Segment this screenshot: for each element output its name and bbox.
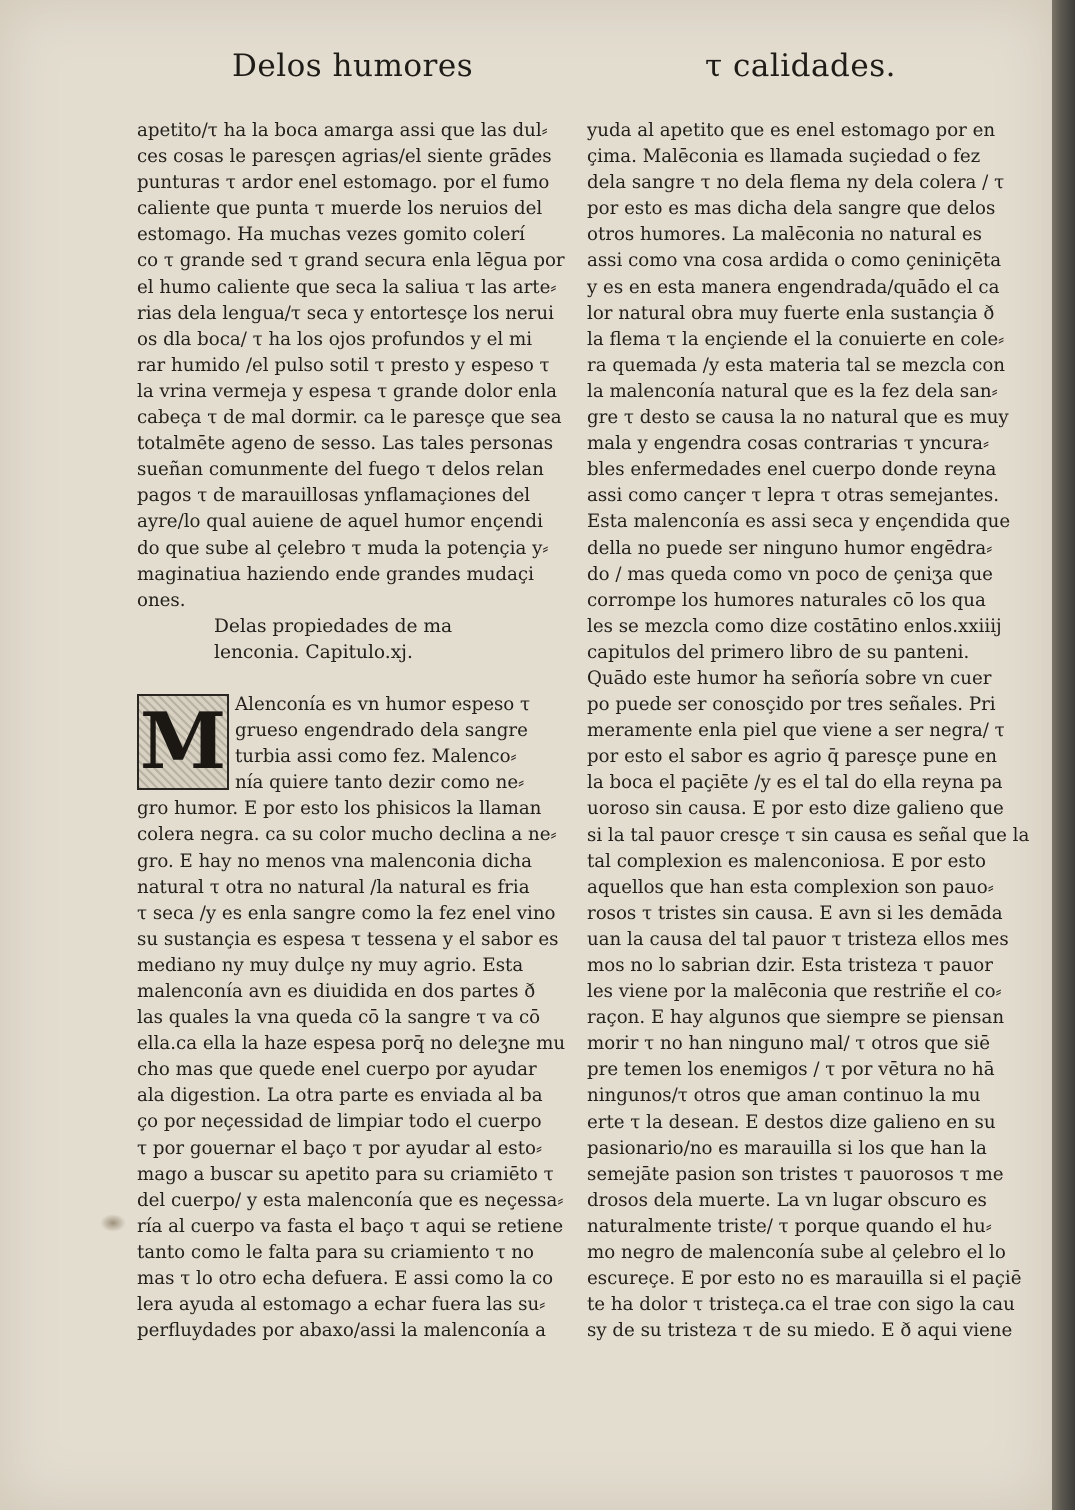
text-line: la vrina vermeja y espesa τ grande dolor enla bbox=[137, 380, 557, 402]
text-line: ella.ca ella la haze espesa porq̄ no deleʒne mu bbox=[137, 1033, 566, 1055]
text-line: y es en esta manera engendrada/quādo el ca bbox=[587, 276, 1000, 298]
text-line: perfluydades por abaxo/assi la malenconía a bbox=[137, 1320, 547, 1342]
text-line: ayre/lo qual auiene de aquel humor ençendi bbox=[137, 511, 543, 533]
text-line: ala digestion. La otra parte es enviada al ba bbox=[137, 1085, 543, 1107]
text-line: escureçe. E por esto no es marauilla si el paçiē bbox=[587, 1268, 1022, 1290]
text-line: corrompe los humores naturales cō los qua bbox=[587, 589, 986, 611]
text-line: la boca el paçiēte /y es el tal do ella reyna pa bbox=[587, 772, 1003, 794]
text-line: yuda al apetito que es enel estomago por en bbox=[587, 120, 996, 141]
left-column-bottom-text bbox=[137, 796, 566, 1344]
initial-letter: M bbox=[139, 695, 227, 787]
text-line: te ha dolor τ tristeça.ca el trae con sigo la cau bbox=[587, 1294, 1015, 1316]
text-line: otros humores. La malēconia no natural es bbox=[587, 224, 982, 246]
text-line: turbia assi como fez. Malenco⸗ bbox=[235, 746, 517, 768]
text-line: totalmēte ageno de sesso. Las tales personas bbox=[137, 433, 554, 455]
text-line: lor natural obra muy fuerte enla sustançia ð bbox=[587, 302, 995, 324]
text-line: erte τ la desean. E destos dize galieno en su bbox=[587, 1111, 996, 1133]
text-line: maginatiua haziendo ende grandes mudaçi bbox=[137, 563, 534, 585]
text-line: ces cosas le paresçen agrias/el siente grādes bbox=[137, 146, 552, 168]
text-line: del cuerpo/ y esta malenconía que es neçessa⸗ bbox=[137, 1189, 564, 1211]
text-line: capitulos del primero libro de su panteni. bbox=[587, 641, 970, 663]
text-line: drosos dela muerte. La vn lugar obscuro es bbox=[587, 1189, 987, 1211]
drop-cap-paragraph bbox=[137, 692, 531, 796]
text-line: mo negro de malenconía sube al çelebro el lo bbox=[587, 1242, 1006, 1264]
text-line: colera negra. ca su color mucho declina a ne⸗ bbox=[137, 824, 557, 846]
text-line: rias dela lengua/τ seca y entortesçe los nerui bbox=[137, 302, 554, 324]
text-line: mago a buscar su apetito para su criamiēto τ bbox=[137, 1163, 554, 1185]
text-line: do que sube al çelebro τ muda la potençia y⸗ bbox=[137, 537, 549, 559]
text-line: les viene por la malēconia que restriñe el co⸗ bbox=[587, 981, 1002, 1003]
text-line: tanto como le falta para su criamiento τ no bbox=[137, 1241, 534, 1263]
text-line: nía quiere tanto dezir como ne⸗ bbox=[235, 772, 525, 794]
text-line: semejāte pasion son tristes τ pauorosos τ me bbox=[587, 1163, 1004, 1185]
text-line: Quādo este humor ha señoría sobre vn cuer bbox=[587, 667, 992, 689]
text-line: por esto el sabor es agrio q̄ paresçe pune en bbox=[587, 746, 997, 768]
text-line: mala y engendra cosas contrarias τ yncura⸗ bbox=[587, 433, 990, 455]
text-line: gro humor. E por esto los phisicos la llaman bbox=[137, 798, 542, 820]
ink-smudge bbox=[100, 1214, 126, 1232]
text-line: assi como vna cosa ardida o como çeniniçēta bbox=[587, 250, 1002, 272]
text-line: ço por neçessidad de limpiar todo el cuerpo bbox=[137, 1111, 542, 1133]
left-column-top-text bbox=[137, 118, 565, 614]
text-line: gre τ desto se causa la no natural que es muy bbox=[587, 407, 1009, 429]
text-line: sueñan comunmente del fuego τ delos relan bbox=[137, 459, 544, 481]
text-line: gro. E hay no menos vna malenconia dicha bbox=[137, 850, 532, 872]
text-line: lenconia. Capitulo.xj. bbox=[214, 641, 413, 663]
text-line: cabeça τ de mal dormir. ca le paresçe que sea bbox=[137, 407, 562, 429]
text-line: pasionario/no es marauilla si los que han la bbox=[587, 1137, 987, 1159]
text-line: por esto es mas dicha dela sangre que delos bbox=[587, 198, 996, 220]
text-line: raçon. E hay algunos que siempre se piensan bbox=[587, 1007, 1005, 1029]
text-line: aquellos que han esta complexion son pauo⸗ bbox=[587, 876, 994, 898]
text-line: morir τ no han ninguno mal/ τ otros que siē bbox=[587, 1033, 991, 1055]
text-line: do / mas queda como vn poco de çeniʒa que bbox=[587, 563, 993, 585]
text-line: della no puede ser ninguno humor engēdra⸗ bbox=[587, 537, 993, 559]
text-line: el humo caliente que seca la saliua τ las arte⸗ bbox=[137, 276, 557, 298]
text-line: uan la causa del tal pauor τ tristeza ellos mes bbox=[587, 928, 1009, 950]
text-line: lera ayuda al estomago a echar fuera las su⸗ bbox=[137, 1294, 546, 1316]
text-line: Esta malenconía es assi seca y ençendida que bbox=[587, 511, 1011, 533]
text-line: malenconía avn es diuidida en dos partes ð bbox=[137, 981, 536, 1002]
text-line: tal complexion es malenconiosa. E por esto bbox=[587, 850, 986, 872]
text-line: naturalmente triste/ τ porque quando el hu⸗ bbox=[587, 1215, 992, 1237]
text-line: ones. bbox=[137, 589, 186, 611]
text-line: τ seca /y es enla sangre como la fez enel vino bbox=[137, 902, 556, 924]
text-line: Alenconía es vn humor espeso τ bbox=[235, 693, 531, 715]
text-line: mediano ny muy dulçe ny muy agrio. Esta bbox=[137, 954, 524, 976]
text-line: si la tal pauor cresçe τ sin causa es señal que la bbox=[587, 824, 1030, 846]
text-line: assi como cançer τ lepra τ otras semejantes. bbox=[587, 485, 1000, 507]
text-line: caliente que punta τ muerde los neruios del bbox=[137, 198, 543, 220]
text-line: po puede ser conosçido por tres señales. Pri bbox=[587, 694, 996, 716]
text-line: uoroso sin causa. E por esto dize galieno que bbox=[587, 798, 1004, 820]
text-line: rosos τ tristes sin causa. E avn si les demāda bbox=[587, 902, 1003, 924]
running-head-left: Delos humores bbox=[232, 48, 474, 84]
chapter-heading bbox=[137, 614, 522, 666]
running-head-right: τ calidades. bbox=[705, 48, 896, 84]
text-line: la malenconía natural que es la fez dela san⸗ bbox=[587, 380, 998, 402]
text-line: apetito/τ ha la boca amarga assi que las dul⸗ bbox=[137, 120, 548, 141]
text-line: les se mezcla como dize costātino enlos.xxiiij bbox=[587, 615, 1002, 637]
text-line: rar humido /el pulso sotil τ presto y espeso τ bbox=[137, 354, 550, 376]
text-line: meramente enla piel que viene a ser negra/ τ bbox=[587, 720, 1005, 742]
page-edge-shadow bbox=[1052, 0, 1075, 1510]
text-line: natural τ otra no natural /la natural es fria bbox=[137, 876, 530, 898]
left-column bbox=[137, 118, 566, 1344]
text-line: τ por gouernar el baço τ por ayudar al esto⸗ bbox=[137, 1137, 543, 1159]
decorated-initial bbox=[137, 694, 229, 790]
text-line: mas τ lo otro echa defuera. E assi como la co bbox=[137, 1268, 554, 1290]
text-line: ría al cuerpo va fasta el baço τ aqui se retiene bbox=[137, 1215, 564, 1237]
text-line: ningunos/τ otros que aman continuo la mu bbox=[587, 1085, 981, 1107]
text-line: dela sangre τ no dela flema ny dela colera / τ bbox=[587, 172, 1005, 194]
text-line: cho mas que quede enel cuerpo por ayudar bbox=[137, 1059, 537, 1081]
right-column bbox=[587, 118, 1030, 1344]
text-line: os dla boca/ τ ha los ojos profundos y el mi bbox=[137, 328, 533, 350]
text-line: pagos τ de marauillosas ynflamaçiones del bbox=[137, 485, 531, 507]
text-line: punturas τ ardor enel estomago. por el fumo bbox=[137, 172, 550, 194]
heading-gap bbox=[137, 666, 522, 692]
text-line: estomago. Ha muchas vezes gomito colerí bbox=[137, 224, 526, 246]
text-line: pre temen los enemigos / τ por vētura no hā bbox=[587, 1059, 995, 1081]
text-line: çima. Malēconia es llamada suçiedad o fez bbox=[587, 146, 981, 168]
text-line: Delas propiedades de ma bbox=[214, 615, 453, 637]
text-line: co τ grande sed τ grand secura enla lēgua por bbox=[137, 250, 565, 272]
text-line: sy de su tristeza τ de su miedo. E ð aqui viene bbox=[587, 1320, 1013, 1342]
text-line: mos no lo sabrian dzir. Esta tristeza τ pauor bbox=[587, 955, 993, 976]
text-line: ra quemada /y esta materia tal se mezcla con bbox=[587, 354, 1006, 376]
text-line: bles enfermedades enel cuerpo donde reyna bbox=[587, 459, 997, 481]
text-line: su sustançia es espesa τ tessena y el sabor es bbox=[137, 928, 559, 950]
text-line: grueso engendrado dela sangre bbox=[235, 720, 528, 742]
text-line: las quales la vna queda cō la sangre τ va cō bbox=[137, 1007, 541, 1029]
text-line: la flema τ la ençiende el la conuierte en cole⸗ bbox=[587, 328, 1005, 350]
